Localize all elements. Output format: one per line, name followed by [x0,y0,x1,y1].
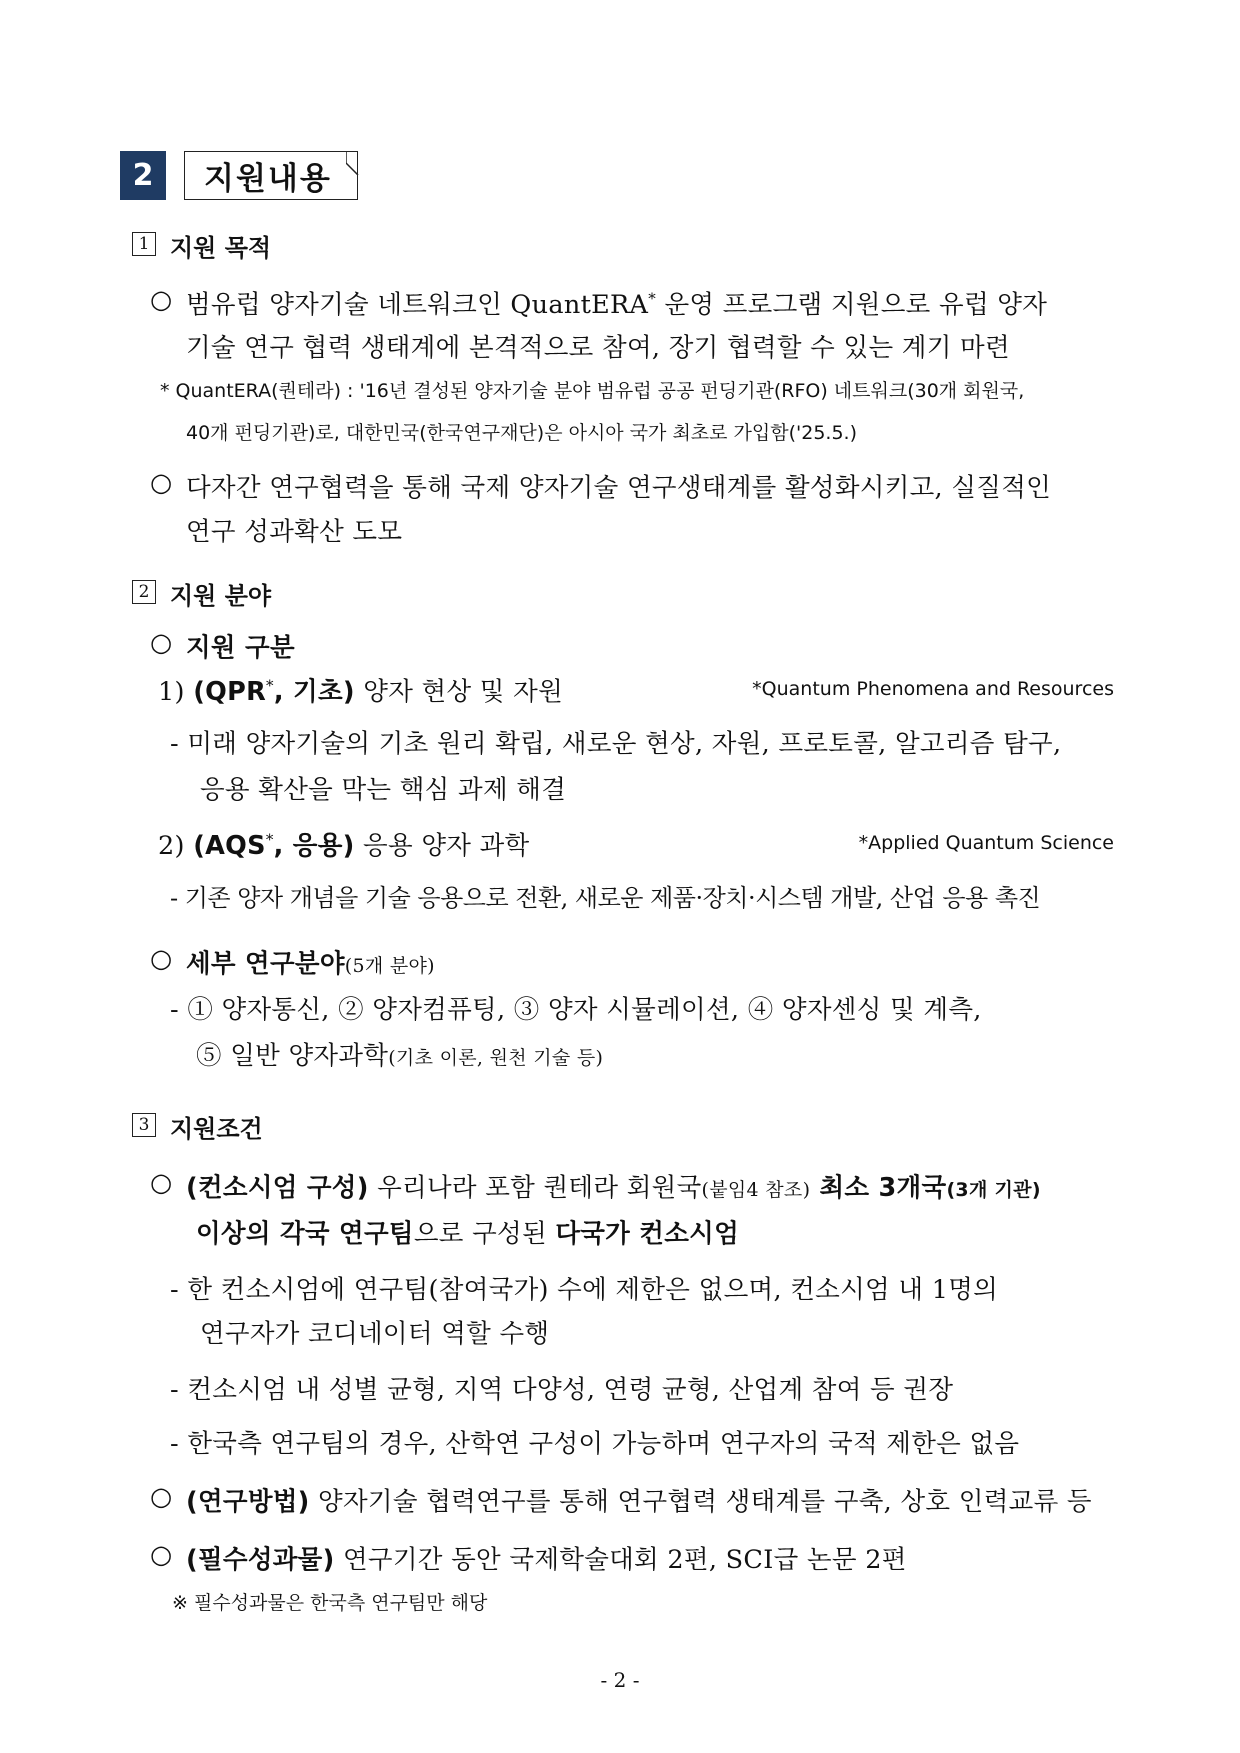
footnote-line: * QuantERA(퀀테라) : '16년 결성된 양자기술 분야 범유럽 공공 펀딩기관(RFO) 네트워크(30개 회원국, [160,380,1025,402]
item-line [158,672,563,708]
subsection-marker: 3 [132,1113,156,1137]
paragraph-line: 다자간 연구협력을 통해 국제 양자기술 연구생태계를 활성화시키고, 실질적인 [186,473,1052,503]
bold-text: 최소 3개국 [810,1173,947,1203]
paragraph-line [186,1168,1041,1204]
bullet-circle: ○ [150,468,173,498]
small-text: (기초 이론, 원천 기술 등) [388,1047,604,1069]
bold-text: 세부 연구분야 [186,949,345,979]
bullet-circle: ○ [150,628,173,658]
item-number: 2) [158,831,185,861]
item-note: *Quantum Phenomena and Resources [752,678,1114,700]
item-note: *Applied Quantum Science [858,832,1114,854]
bullet-heading: 지원 구분 [186,633,295,663]
subsection-title: 지원 목적 [170,234,272,262]
bold-text: 다국가 컨소시엄 [555,1219,740,1249]
footnote-line: 40개 펀딩기관)로, 대한민국(한국연구재단)은 아시아 국가 최초로 가입함('25.5.) [186,422,857,444]
small-text: (붙임4 참조) [701,1179,811,1201]
detail-line: - 한 컨소시엄에 연구팀(참여국가) 수에 제한은 없으며, 컨소시엄 내 1명의 [170,1275,999,1305]
footnote-line: ※ 필수성과물은 한국측 연구팀만 해당 [172,1592,488,1614]
detail-line: - ① 양자통신, ② 양자컴퓨팅, ③ 양자 시뮬레이션, ④ 양자센싱 및 계측, [170,995,982,1025]
text-run: 우리나라 포함 퀀테라 회원국 [368,1173,702,1203]
paragraph-line: 기술 연구 협력 생태계에 본격적으로 참여, 장기 협력할 수 있는 계기 마련 [186,333,1010,363]
text-run: 으로 구성된 [413,1219,556,1249]
footnote-mark: * [648,289,657,308]
bullet-circle: ○ [150,1482,173,1512]
detail-line: 응용 확산을 막는 핵심 과제 해결 [200,775,567,805]
bullet-circle: ○ [150,1168,173,1198]
subsection-title: 지원조건 [170,1115,263,1143]
item-text: 응용 양자 과학 [354,831,530,861]
section-title: 지원내용 [204,161,332,197]
subsection-marker: 2 [132,580,156,604]
detail-line: 연구자가 코디네이터 역할 수행 [200,1319,550,1349]
bold-text: (컨소시엄 구성) [186,1173,369,1203]
bold-text: 이상의 각국 연구팀 [196,1219,414,1249]
item-code: (AQS [193,831,266,861]
folded-corner-icon [346,151,360,175]
small-text: (5개 분야) [344,955,435,977]
detail-line: - 기존 양자 개념을 기술 응용으로 전환, 새로운 제품·장치·시스템 개발, 산업 응용 촉진 [170,884,1041,912]
bullet-circle: ○ [150,1540,173,1570]
item-text: 양자 현상 및 자원 [354,677,564,707]
paragraph-line [186,1482,1092,1518]
text-run: 양자기술 협력연구를 통해 연구협력 생태계를 구축, 상호 인력교류 등 [309,1487,1092,1517]
paragraph-line [186,285,1047,321]
small-text: (3개 기관) [946,1179,1041,1201]
subsection-marker: 1 [132,232,156,256]
bullet-heading [186,944,435,980]
bullet-circle: ○ [150,285,173,315]
subsection-title: 지원 분야 [170,582,272,610]
detail-line: - 한국측 연구팀의 경우, 산학연 구성이 가능하며 연구자의 국적 제한은 없음 [170,1429,1020,1459]
text-run: 범유럽 양자기술 네트워크인 QuantERA [186,290,649,320]
page-number: - 2 - [600,1668,640,1692]
section-number: 2 [132,158,154,193]
footnote-mark: * [265,830,274,849]
paragraph-line [186,1540,907,1576]
item-line [158,826,529,862]
paragraph-line [196,1214,739,1250]
footnote-mark: * [266,676,274,695]
text-run: 운영 프로그램 지원으로 유럽 양자 [656,290,1048,320]
detail-line: - 미래 양자기술의 기초 원리 확립, 새로운 현상, 자원, 프로토콜, 알고리즘 탐구, [170,729,1062,759]
bold-text: (연구방법) [186,1487,310,1517]
bullet-circle: ○ [150,944,173,974]
bold-text: (필수성과물) [186,1545,335,1575]
section-number-box [120,151,166,200]
text-run: 연구기간 동안 국제학술대회 2편, SCI급 논문 2편 [334,1545,907,1575]
text-run: ⑤ 일반 양자과학 [196,1041,389,1071]
detail-line [196,1036,603,1072]
item-tag: , 응용) [273,831,355,861]
paragraph-line: 연구 성과확산 도모 [186,517,403,547]
item-code: (QPR [193,677,267,707]
item-tag: , 기초) [273,677,355,707]
item-number: 1) [158,677,185,707]
detail-line: - 컨소시엄 내 성별 균형, 지역 다양성, 연령 균형, 산업계 참여 등 권장 [170,1375,954,1405]
